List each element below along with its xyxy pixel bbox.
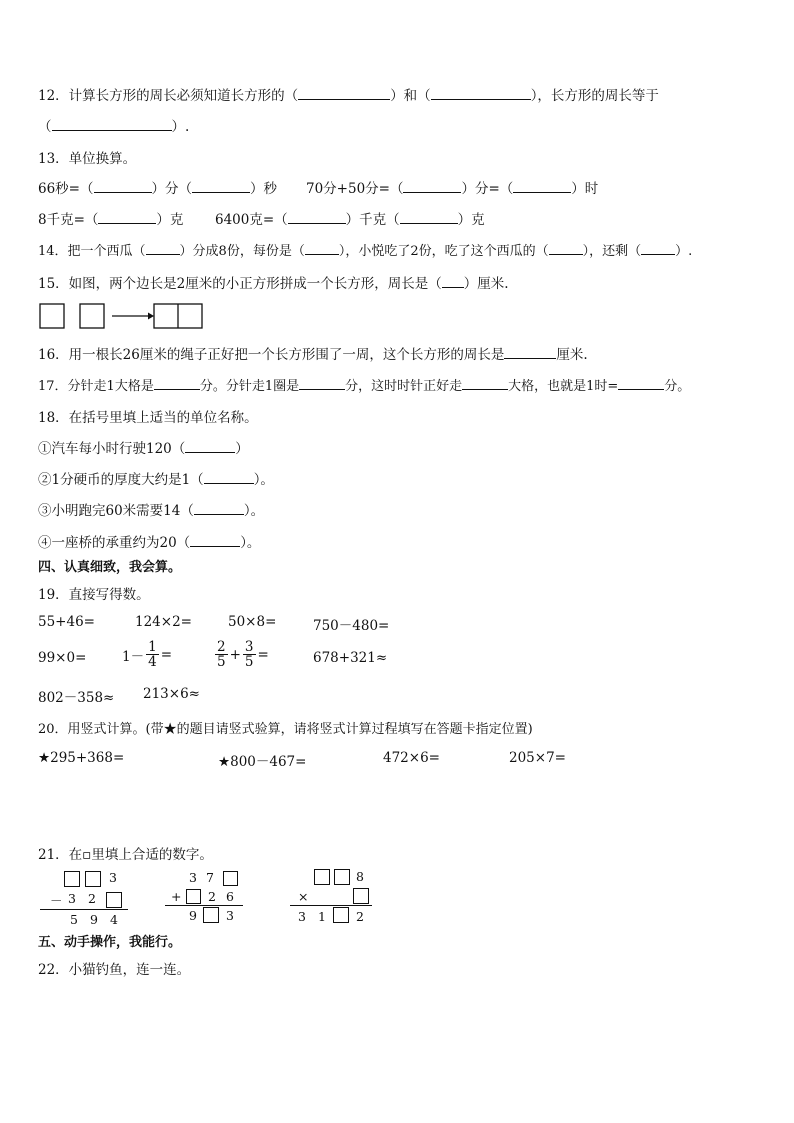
q19-expr: 99×0= [38, 650, 87, 666]
answer-blank[interactable] [52, 116, 172, 131]
denominator: 4 [148, 654, 157, 671]
digit: 1 [318, 909, 326, 924]
answer-blank[interactable] [618, 375, 664, 390]
q18-text: ①汽车每小时行驶120（ [38, 441, 186, 457]
q18-text: ） [235, 441, 249, 457]
operator: － [50, 893, 63, 908]
q13-text: 66秒=（ [38, 181, 94, 197]
digit-box[interactable] [223, 871, 238, 886]
q18-text: ③小明跑完60米需要14（ [38, 503, 194, 519]
digit-box[interactable] [334, 869, 350, 885]
operator: + [171, 889, 182, 904]
q19-fraction-expr [122, 640, 172, 669]
q16-line [38, 343, 588, 363]
numerator: 1 [148, 639, 157, 655]
digit-box[interactable] [203, 907, 219, 923]
answer-blank[interactable] [299, 375, 345, 390]
digit: 5 [70, 912, 78, 927]
q18-text: ）。 [243, 503, 265, 519]
digit: 7 [206, 870, 214, 885]
q12-line1 [38, 84, 659, 104]
fraction [215, 640, 228, 669]
digit: 2 [356, 909, 364, 924]
q18-item1 [38, 437, 249, 457]
digit-box[interactable] [85, 871, 101, 887]
q19-fraction-expr [213, 640, 269, 669]
q16-text: 厘米. [556, 347, 588, 363]
q18-item4 [38, 531, 260, 551]
answer-blank[interactable] [154, 375, 200, 390]
q13-text: ）秒 [250, 181, 277, 197]
q13-row1b [306, 177, 598, 197]
answer-blank[interactable] [403, 178, 461, 193]
sum-line [40, 909, 128, 910]
section-heading: 五、动手操作，我能行。 [38, 935, 182, 950]
q20-expr: ★295+368= [38, 750, 125, 766]
digit-box[interactable] [314, 869, 330, 885]
q12-text: ）. [171, 119, 190, 135]
q20-expr: 472×6= [383, 750, 440, 766]
q13-text: ）分（ [151, 181, 192, 197]
q19-text: = [160, 646, 172, 663]
denominator: 5 [217, 654, 226, 671]
digit-box[interactable] [333, 907, 349, 923]
q13-row1 [38, 177, 277, 197]
product-line [290, 905, 372, 906]
digit-box[interactable] [186, 889, 201, 904]
digit: 3 [189, 870, 197, 885]
q19-text: 1－ [122, 648, 145, 665]
q13-text: 70分+50分=（ [306, 181, 404, 197]
digit: 4 [110, 912, 118, 927]
fraction [243, 640, 256, 669]
answer-blank[interactable] [185, 438, 235, 453]
q17-text: 分。分针走1圈是 [199, 379, 300, 394]
digit-box[interactable] [64, 871, 80, 887]
q16-text: 16．用一根长26厘米的绳子正好把一个长方形围了一周，这个长方形的周长是 [38, 347, 505, 363]
q13-row2 [38, 208, 183, 228]
q14-text: ），小悦吃了2份，吃了这个西瓜的（ [338, 244, 549, 259]
fraction [146, 640, 159, 669]
answer-blank[interactable] [194, 500, 244, 515]
q13-text: 8千克=（ [38, 212, 99, 228]
q14-text: ）. [675, 244, 693, 259]
digit: 9 [90, 912, 98, 927]
q18-item2 [38, 468, 274, 488]
q13-text: ）分=（ [461, 181, 514, 197]
answer-blank[interactable] [298, 85, 390, 100]
q19-title: 19．直接写得数。 [38, 587, 150, 603]
sum-line [165, 905, 243, 906]
q18-item3 [38, 499, 264, 519]
digit-box[interactable] [106, 892, 122, 908]
answer-blank[interactable] [305, 240, 339, 255]
q19-text: + [229, 646, 241, 663]
answer-blank[interactable] [288, 209, 346, 224]
q17-text: 分，这时时针正好走 [345, 379, 463, 394]
digit: 2 [88, 891, 96, 906]
q12-text: 12．计算长方形的周长必须知道长方形的（ [38, 88, 299, 104]
q19-expr: 50×8= [228, 614, 277, 630]
answer-blank[interactable] [462, 375, 508, 390]
q18-title: 18．在括号里填上适当的单位名称。 [38, 410, 258, 426]
q19-expr: 678+321≈ [313, 650, 388, 666]
q13-row2b [215, 208, 485, 228]
section-heading: 四、认真细致，我会算。 [38, 560, 182, 575]
numerator: 3 [244, 639, 254, 655]
digit: 8 [356, 869, 364, 884]
answer-blank[interactable] [192, 178, 250, 193]
q15-figure [36, 302, 208, 330]
q15-line [38, 272, 509, 292]
q13-title: 13．单位换算。 [38, 151, 137, 167]
q19-expr: 55+46= [38, 614, 95, 630]
digit: 2 [208, 889, 216, 904]
answer-blank[interactable] [641, 240, 675, 255]
q12-text: （ [38, 119, 52, 135]
q17-text: 17．分针走1大格是 [38, 379, 154, 394]
q12-text: ）和（ [390, 88, 431, 104]
q18-text: ②1分硬币的厚度大约是1（ [38, 472, 204, 488]
q17-text: 大格，也就是1时= [508, 379, 619, 394]
answer-blank[interactable] [431, 85, 531, 100]
q19-expr: 124×2= [135, 614, 192, 630]
q18-text: ）。 [253, 472, 274, 488]
q19-expr: 802－358≈ [38, 690, 115, 706]
digit: 3 [226, 908, 234, 923]
q22-title: 22．小猫钓鱼，连一连。 [38, 962, 191, 978]
numerator: 2 [217, 639, 226, 655]
q14-text: ），还剩（ [582, 244, 642, 259]
q19-text: = [257, 646, 269, 663]
q19-expr: 213×6≈ [143, 686, 200, 702]
q15-text: ）厘米. [463, 276, 509, 292]
q13-text: ）千克（ [345, 212, 400, 228]
q13-text: ）时 [571, 181, 599, 197]
answer-blank[interactable] [146, 240, 180, 255]
digit: 9 [189, 908, 197, 923]
q14-line [38, 240, 692, 259]
q14-text: ）分成8份，每份是（ [179, 244, 305, 259]
digit: 3 [68, 891, 76, 906]
answer-blank[interactable] [204, 469, 254, 484]
q12-line2 [38, 115, 189, 135]
digit-box[interactable] [353, 888, 369, 904]
q17-line [38, 375, 690, 394]
answer-blank[interactable] [400, 209, 458, 224]
digit: 6 [226, 889, 234, 904]
q17-text: 分。 [664, 379, 691, 394]
q13-text: 6400克=（ [215, 212, 288, 228]
answer-blank[interactable] [513, 178, 571, 193]
q13-text: ）克 [156, 212, 184, 228]
arrow-head-icon [148, 313, 154, 320]
q20-title: 20．用竖式计算。(带★的题目请竖式验算，请将竖式计算过程填写在答题卡指定位置) [38, 722, 533, 737]
small-square [80, 304, 104, 328]
q21-title: 21．在▫里填上合适的数字。 [38, 847, 213, 863]
small-square [40, 304, 64, 328]
operator: × [298, 889, 309, 904]
answer-blank[interactable] [549, 240, 583, 255]
q18-text: ）。 [240, 535, 261, 551]
q15-text: 15．如图，两个边长是2厘米的小正方形拼成一个长方形，周长是（ [38, 276, 442, 292]
q18-text: ④一座桥的承重约为20（ [38, 535, 191, 551]
answer-blank[interactable] [94, 178, 152, 193]
q20-expr: ★800－467= [218, 754, 307, 770]
digit: 3 [109, 870, 117, 885]
answer-blank[interactable] [190, 532, 240, 547]
answer-blank[interactable] [442, 273, 464, 288]
q20-expr: 205×7= [509, 750, 566, 766]
q19-expr: 750－480= [313, 618, 390, 634]
denominator: 5 [244, 654, 254, 671]
q12-text: ），长方形的周长等于 [530, 88, 659, 104]
q13-text: ）克 [457, 212, 485, 228]
answer-blank[interactable] [504, 344, 556, 359]
digit: 3 [298, 909, 306, 924]
q14-text: 14．把一个西瓜（ [38, 244, 146, 259]
answer-blank[interactable] [98, 209, 156, 224]
